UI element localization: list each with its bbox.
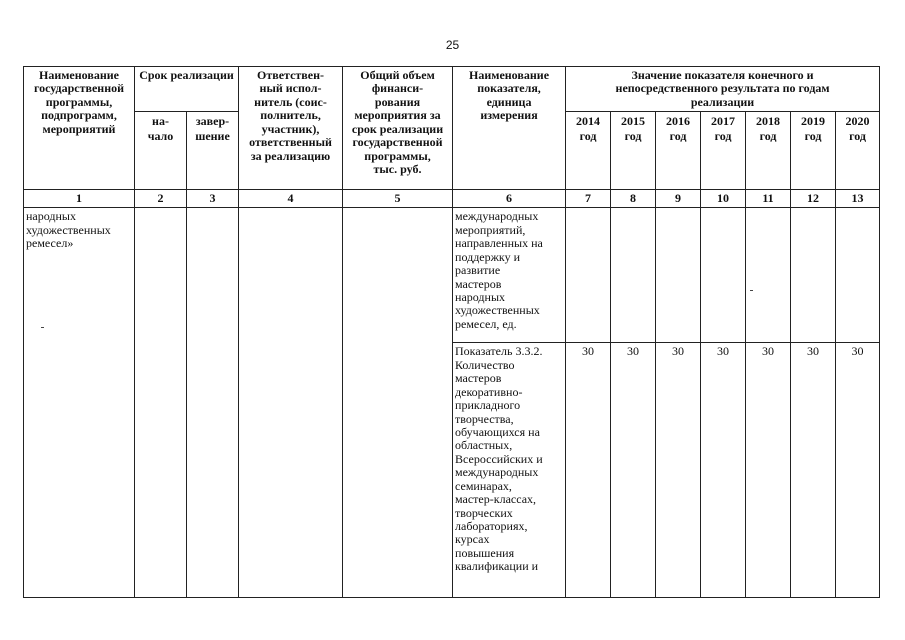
header-year-2015: [611, 112, 656, 190]
value-cell: 30: [566, 343, 611, 598]
year-unit: год: [849, 128, 866, 143]
column-number: 10: [701, 190, 746, 208]
indicator-cell: Показатель 3.3.2. Количество мастеров декоративно- прикладного творчества, обучающихся на областных, Всероссийских и международных семинарах, мастер-классах, творческих лабораториях, курсах повышения квалификации и: [453, 343, 566, 598]
indicator-table: [23, 66, 880, 598]
header-year-2018: [746, 112, 791, 190]
header-indicator: Наименование показателя, единица измерения: [453, 67, 566, 190]
indicator-cell: международных мероприятий, направленных на поддержку и развитие мастеров народных художественных ремесел, ед.: [453, 208, 566, 343]
value-cell: 30: [791, 343, 836, 598]
header-responsible: Ответствен- ный испол- нитель (соис- полнитель, участник), ответственный за реализацию: [239, 67, 343, 190]
value-cell: 30: [746, 343, 791, 598]
header-values: Значение показателя конечного и непосредственного результата по годам реализации: [566, 67, 880, 112]
header-year-2017: [701, 112, 746, 190]
column-number: 5: [343, 190, 453, 208]
header-start: на- чало: [135, 112, 187, 190]
column-number: 7: [566, 190, 611, 208]
value-cell: [701, 208, 746, 343]
scan-speck: [750, 290, 753, 291]
end-cell: [187, 208, 239, 598]
column-number: 4: [239, 190, 343, 208]
year-label: 2018: [756, 114, 781, 129]
value-cell: [611, 208, 656, 343]
header-year-2020: [836, 112, 880, 190]
column-number: 13: [836, 190, 880, 208]
header-end: завер- шение: [187, 112, 239, 190]
column-number: 8: [611, 190, 656, 208]
value-cell: 30: [611, 343, 656, 598]
funding-cell: [343, 208, 453, 598]
page-number: 25: [445, 38, 460, 52]
start-cell: [135, 208, 187, 598]
year-label: 2015: [621, 114, 646, 129]
scan-speck: [41, 327, 44, 328]
header-year-2019: [791, 112, 836, 190]
header-year-2016: [656, 112, 701, 190]
year-unit: год: [804, 128, 822, 143]
column-number: 12: [791, 190, 836, 208]
column-number-row: [24, 190, 880, 208]
column-number: 6: [453, 190, 566, 208]
header-year-2014: [566, 112, 611, 190]
year-label: 2014: [576, 114, 601, 129]
header-funding: Общий объем финанси- рования мероприятия за срок реализации государственной программы, тыс. руб.: [343, 67, 453, 190]
header-period: Срок реализации: [135, 67, 239, 112]
table-row: [24, 208, 880, 343]
value-cell: 30: [656, 343, 701, 598]
value-cell: 30: [701, 343, 746, 598]
responsible-cell: [239, 208, 343, 598]
value-cell: [836, 208, 880, 343]
column-number: 3: [187, 190, 239, 208]
year-unit: год: [669, 128, 687, 143]
value-cell: [746, 208, 791, 343]
year-label: 2020: [845, 114, 870, 129]
program-name-cell: народных художественных ремесел»: [24, 208, 135, 598]
year-label: 2019: [801, 114, 826, 129]
value-cell: [566, 208, 611, 343]
column-number: 1: [24, 190, 135, 208]
year-unit: год: [624, 128, 642, 143]
value-cell: [656, 208, 701, 343]
value-cell: [791, 208, 836, 343]
header-program-name: Наименование государственной программы, подпрограмм, мероприятий: [24, 67, 135, 190]
column-number: 9: [656, 190, 701, 208]
value-cell: 30: [836, 343, 880, 598]
year-unit: год: [759, 128, 777, 143]
year-unit: год: [714, 128, 732, 143]
column-number: 2: [135, 190, 187, 208]
column-number: 11: [746, 190, 791, 208]
year-label: 2016: [666, 114, 691, 129]
year-label: 2017: [711, 114, 736, 129]
year-unit: год: [579, 128, 597, 143]
